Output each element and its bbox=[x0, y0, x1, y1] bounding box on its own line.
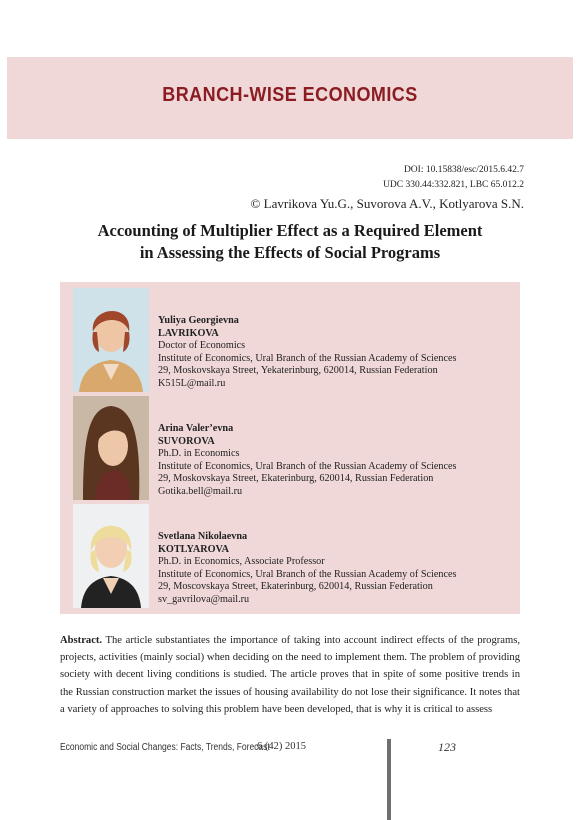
section-title: BRANCH-WISE ECONOMICS bbox=[162, 84, 418, 106]
doi: DOI: 10.15838/esc/2015.6.42.7 bbox=[403, 165, 524, 175]
authors-panel bbox=[60, 282, 520, 614]
author-info bbox=[158, 531, 456, 607]
author-degree: Ph.D. in Economics, Associate Professor bbox=[158, 556, 325, 568]
article-title bbox=[60, 220, 520, 264]
author-email: Gotika.bell@mail.ru bbox=[158, 485, 243, 497]
footer-issue: 6 (42) 2015 bbox=[257, 741, 306, 752]
copyright: © Lavrikova Yu.G., Suvorova A.V., Kotlyarova S.N. bbox=[250, 196, 524, 211]
abstract-label: Abstract. bbox=[60, 635, 103, 646]
footer-journal: Economic and Social Changes: Facts, Trends, Forecast bbox=[60, 742, 270, 753]
author-email: sv_gavrilova@mail.ru bbox=[158, 593, 250, 605]
author-last-name: LAVRIKOVA bbox=[158, 327, 219, 339]
author-card bbox=[73, 504, 513, 608]
author-degree: Doctor of Economics bbox=[158, 340, 246, 352]
abstract-text: The article substantiates the importance of taking into account indirect effects of the programs, projects, activities (mainly social) when deciding on the need to implement them. The problem of providing society with decent living conditions is studied. The article proves that in spite of some positive trends in the Russian construction market the issues of housing availability do not lose their significance. It notes that a variety of approaches to solving this problem have been developed, that is why it is critical to assess bbox=[60, 635, 520, 715]
author-photo bbox=[73, 504, 149, 608]
author-first-name: Arina Valer’evna bbox=[158, 423, 234, 434]
author-first-name: Svetlana Nikolaevna bbox=[158, 531, 248, 542]
author-card bbox=[73, 288, 513, 392]
author-last-name: SUVOROVA bbox=[158, 435, 215, 447]
author-institute: Institute of Economics, Ural Branch of the Russian Academy of Sciences bbox=[158, 568, 457, 580]
abstract bbox=[60, 632, 520, 718]
author-degree: Ph.D. in Economics bbox=[158, 448, 240, 460]
author-address: 29, Moskovskaya Street, Yekaterinburg, 620014, Russian Federation bbox=[158, 365, 438, 377]
author-email: K515L@mail.ru bbox=[158, 377, 226, 389]
author-card bbox=[73, 396, 513, 500]
author-address: 29, Moscovskaya Street, Ekaterinburg, 620014, Russian Federation bbox=[158, 581, 433, 593]
author-last-name: KOTLYAROVA bbox=[158, 543, 229, 555]
author-photo bbox=[73, 288, 149, 392]
page-number: 123 bbox=[438, 740, 456, 754]
author-first-name: Yuliya Georgievna bbox=[158, 315, 239, 326]
author-info bbox=[158, 423, 456, 499]
title-line-1: Accounting of Multiplier Effect as a Required Element bbox=[97, 221, 483, 240]
author-info bbox=[158, 315, 456, 391]
author-institute: Institute of Economics, Ural Branch of the Russian Academy of Sciences bbox=[158, 352, 457, 364]
author-photo bbox=[73, 396, 149, 500]
footer-divider bbox=[387, 739, 391, 820]
title-line-2: in Assessing the Effects of Social Programs bbox=[139, 243, 441, 262]
author-institute: Institute of Economics, Ural Branch of the Russian Academy of Sciences bbox=[158, 460, 457, 472]
author-address: 29, Moskovskaya Street, Ekaterinburg, 620014, Russian Federation bbox=[158, 473, 434, 485]
udc-lbc: UDC 330.44:332.821, LBC 65.012.2 bbox=[383, 180, 524, 190]
